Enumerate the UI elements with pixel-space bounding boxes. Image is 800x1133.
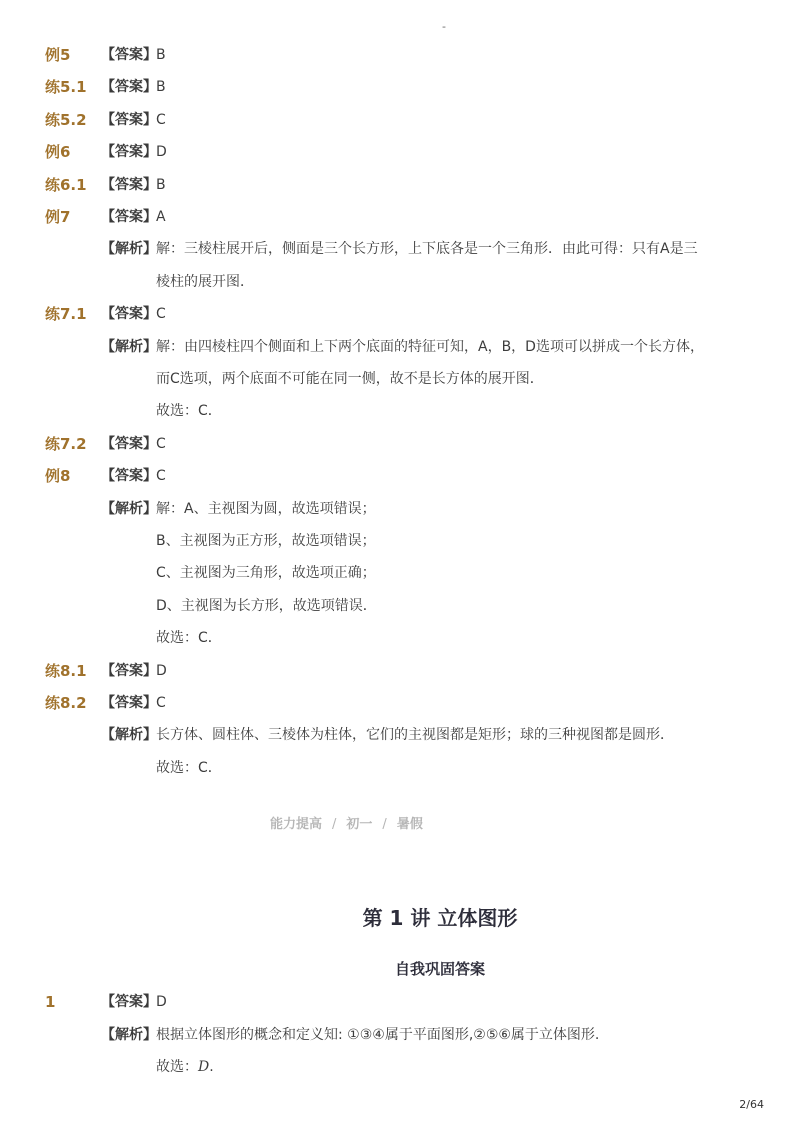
- analysis-tag: 【解析】: [101, 727, 157, 744]
- analysis-row: [0, 399, 800, 423]
- item-number: 例6: [45, 143, 71, 162]
- answer-value: C: [156, 695, 166, 711]
- analysis-text: B、主视图为正方形，故选项错误；: [156, 533, 376, 549]
- answer-row: [0, 108, 800, 132]
- item-number: 练5.1: [45, 78, 87, 97]
- analysis-text: 根据立体图形的概念和定义知: ①③④属于平面图形,②⑤⑥属于立体图形.: [156, 1027, 600, 1043]
- math-variable: D: [198, 1059, 210, 1075]
- answer-tag: 【答案】: [101, 79, 157, 96]
- analysis-row: [0, 237, 800, 261]
- analysis-row: [0, 594, 800, 618]
- answer-tag: 【答案】: [101, 468, 157, 485]
- answer-row: [0, 302, 800, 326]
- answer-tag: 【答案】: [101, 994, 157, 1010]
- answer-tag: 【答案】: [101, 662, 157, 679]
- breadcrumb-grade: 初一: [346, 817, 373, 832]
- analysis-row: [0, 756, 800, 780]
- answer-value: D: [156, 144, 167, 161]
- item-number: 例8: [45, 467, 71, 486]
- lecture-title: 第 1 讲 立体图形: [362, 906, 518, 930]
- answer-tag: 【答案】: [101, 695, 157, 711]
- answer-value: C: [156, 306, 166, 323]
- answer-value: C: [156, 435, 166, 452]
- answer-value: D: [156, 994, 167, 1010]
- analysis-text: D、主视图为长方形，故选项错误．: [156, 597, 377, 614]
- analysis-text: 而C选项，两个底面不可能在同一侧，故不是长方体的展开图．: [156, 371, 544, 387]
- breadcrumb-term: 暑假: [396, 817, 423, 832]
- analysis-text: 解：由四棱柱四个侧面和上下两个底面的特征可知，A，B，D选项可以拼成一个长方体，: [156, 338, 704, 355]
- analysis-tag: 【解析】: [101, 241, 157, 258]
- analysis-row: [0, 1023, 800, 1047]
- question-number: 1: [45, 993, 56, 1011]
- answer-value: C: [156, 468, 166, 485]
- page-number: 2/64: [739, 1098, 764, 1111]
- analysis-text: 故选：D.: [156, 1059, 214, 1075]
- answer-row: [0, 464, 800, 488]
- item-number: 练8.2: [45, 694, 87, 712]
- analysis-row: [0, 723, 800, 747]
- analysis-row: [0, 497, 800, 521]
- answer-tag: 【答案】: [101, 435, 157, 452]
- answer-value: D: [156, 662, 167, 679]
- breadcrumb-separator: /: [382, 817, 387, 832]
- section-title: 自我巩固答案: [394, 960, 485, 978]
- analysis-text: 棱柱的展开图．: [156, 273, 254, 290]
- answer-row: [0, 659, 800, 683]
- breadcrumb-separator: /: [332, 817, 337, 832]
- answer-row: [0, 173, 800, 197]
- analysis-row: [0, 626, 800, 650]
- item-number: 练8.1: [45, 661, 87, 680]
- analysis-text: 长方体、圆柱体、三棱体为柱体，它们的主视图都是矩形；球的三种视图都是圆形．: [156, 727, 674, 744]
- answer-row: [0, 43, 800, 67]
- analysis-text: C、主视图为三角形，故选项正确；: [156, 565, 376, 582]
- breadcrumb-level: 能力提高: [270, 817, 323, 832]
- analysis-tag: 【解析】: [101, 338, 157, 355]
- analysis-text: 解：A、主视图为圆，故选项错误；: [156, 500, 376, 517]
- answer-tag: 【答案】: [101, 47, 157, 63]
- analysis-row: [0, 367, 800, 391]
- answer-value: C: [156, 111, 166, 128]
- item-number: 练7.2: [45, 434, 87, 453]
- item-number: 练6.1: [45, 175, 87, 194]
- analysis-text: 故选：C．: [156, 403, 222, 420]
- answer-tag: 【答案】: [101, 176, 157, 193]
- analysis-row: [0, 335, 800, 359]
- analysis-row: [0, 529, 800, 553]
- answer-row: [0, 205, 800, 229]
- analysis-row: [0, 270, 800, 294]
- answer-tag: 【答案】: [101, 111, 157, 128]
- answer-value: B: [156, 47, 166, 63]
- analysis-text: 解：三棱柱展开后，侧面是三个长方形，上下底各是一个三角形．由此可得：只有A是三: [156, 241, 698, 258]
- header-mark: -: [442, 20, 446, 33]
- analysis-text: 故选：C．: [156, 759, 222, 776]
- answer-value: B: [156, 176, 166, 193]
- item-number: 练5.2: [45, 110, 87, 129]
- answer-row: [0, 75, 800, 99]
- answer-tag: 【答案】: [101, 306, 157, 323]
- question-row: [0, 990, 800, 1014]
- analysis-tag: 【解析】: [101, 500, 157, 517]
- answer-tag: 【答案】: [101, 144, 157, 161]
- analysis-row: [0, 561, 800, 585]
- analysis-text: 故选：C．: [156, 630, 222, 647]
- analysis-row: [0, 1055, 800, 1079]
- answer-value: A: [156, 209, 166, 225]
- item-number: 例7: [45, 208, 71, 226]
- answer-row: [0, 432, 800, 456]
- answer-value: B: [156, 79, 166, 96]
- item-number: 例5: [45, 46, 71, 64]
- answer-row: [0, 140, 800, 164]
- answer-row: [0, 691, 800, 715]
- analysis-tag: 【解析】: [101, 1027, 157, 1043]
- item-number: 练7.1: [45, 305, 87, 324]
- answer-tag: 【答案】: [101, 209, 157, 225]
